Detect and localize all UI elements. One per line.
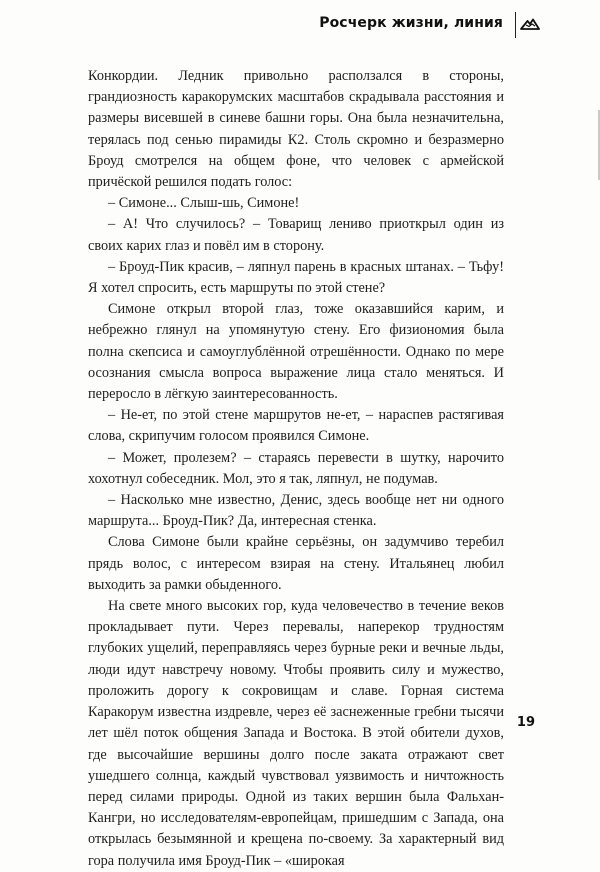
paragraph: – Симоне... Слыш-шь, Симоне! xyxy=(108,195,300,212)
paragraph: – Броуд-Пик красив, – ляпнул парень в красных штанах. – Тьфу! Я хотел спросить, есть маршруты по этой стене? xyxy=(88,258,504,297)
paragraph: – Может, пролезем? – стараясь перевести в шутку, нарочито хохотнул собеседник. Мол, это я так, ляпнул, не подумав. xyxy=(88,449,504,487)
paragraph: – Не-ет, по этой стене маршрутов не-ет, – нараспев растягивая слова, скрипучим голосом проявился Симоне. xyxy=(88,407,504,445)
paragraph: – Насколько мне известно, Денис, здесь вообще нет ни одного маршрута... Броуд-Пик? Да, интересная стенка. xyxy=(88,492,504,530)
running-header xyxy=(319,10,503,36)
header-divider xyxy=(515,12,517,38)
paragraph: Симоне открыл второй глаз, тоже оказавшийся карим, и небрежно глянул на упомянутую стену. Его физиономия была полна скепсиса и самоуглублённой отрешённости. Однако по мере осознания смысла вопроса выражение лица стало меняться. И переросло в лёгкую заинтересованность. xyxy=(88,301,504,403)
paragraph: Конкордии. Ледник привольно расползался в стороны, грандиозность каракорумских масштабов скрадывала расстояния и размеры висевшей в синеве башни горы. Она была незначительна, терялась под сенью пирамиды К2. Столь скромно и безразмерно Броуд смотрелся на общем фоне, что человек с армейской причёской решился подать голос: xyxy=(88,68,504,191)
mountain-icon xyxy=(520,14,540,34)
paragraph: – А! Что случилось? – Товарищ лениво приоткрыл один из своих карих глаз и повёл им в сторону. xyxy=(88,216,504,254)
page-number: 19 xyxy=(516,715,535,730)
running-header-title: Росчерк жизни, линия xyxy=(319,15,503,31)
paragraph: На свете много высоких гор, куда человечество в течение веков прокладывает пути. Через перевалы, наперекор трудностям глубоких ущелий, переправляясь через бурные реки и вечные льды, люди идут навстречу новому. Чтобы проявить силу и мужество, проложить дорогу к сокровищам и славе. Горная система Каракорум известна издревле, через её заснеженные гребни тысячи лет шёл поток общения Запада и Востока. В этой обители духов, где высочайшие вершины долго после заката отражают свет ушедшего солнца, каждый чувствовал уязвимость и ничтожность перед силами природы. Одной из таких вершин была Фальхан-Кангри, но исследователям-европейцам, пришедшим с Запада, она открылась безымянной и крещена по-своему. За характерный вид гора получила имя Броуд-Пик – «широкая xyxy=(88,598,504,869)
body-text xyxy=(88,66,504,872)
paragraph: Слова Симоне были крайне серьёзны, он задумчиво теребил прядь волос, с интересом взирая на стену. Итальянец любил выходить за рамки обыденного. xyxy=(88,534,504,593)
